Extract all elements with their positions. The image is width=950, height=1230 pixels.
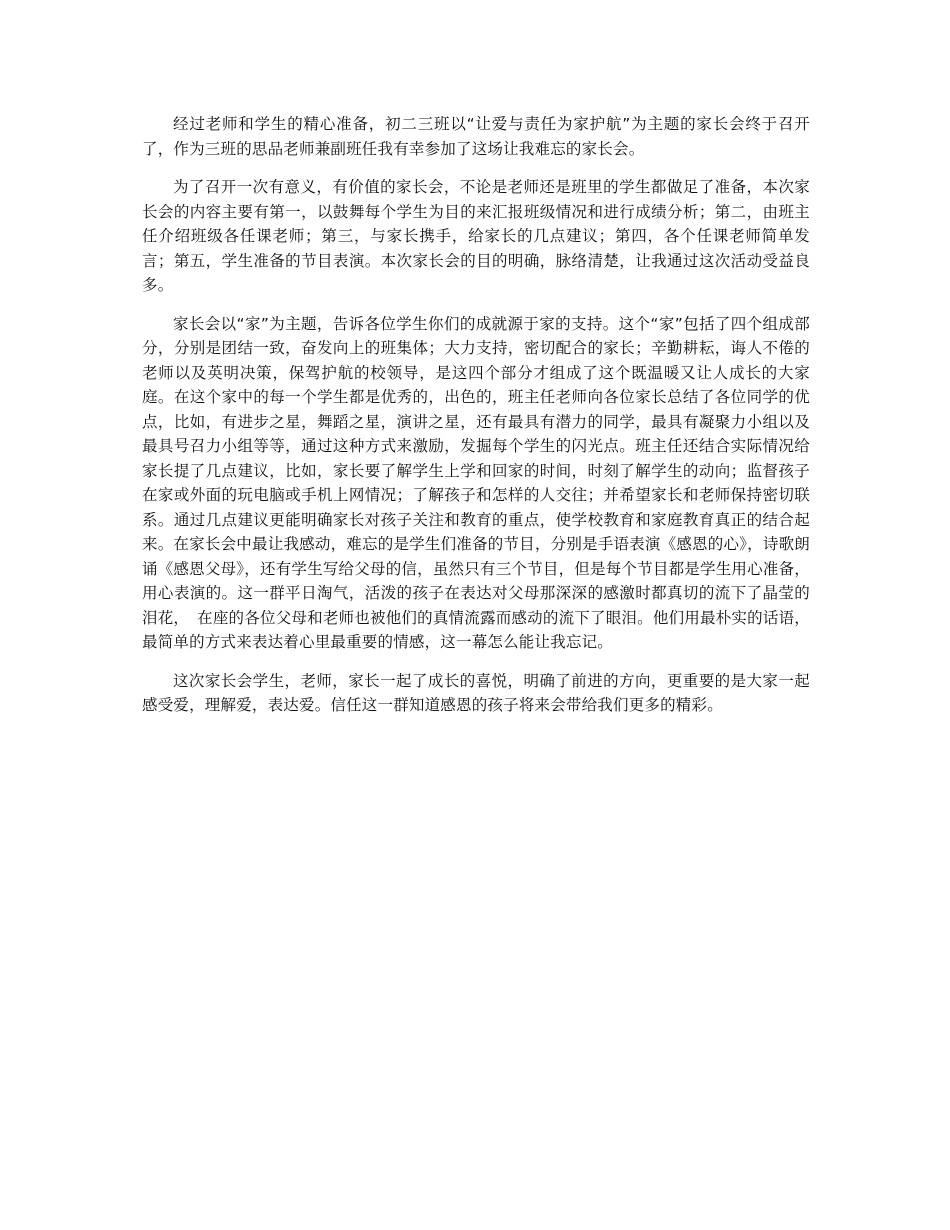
document-body: [142, 112, 810, 732]
paragraph-3: 家长会以“家”为主题，告诉各位学生你们的成就源于家的支持。这个“家”包括了四个组成部分，分别是团结一致，奋发向上的班集体；大力支持，密切配合的家长；辛勤耕耘，诲人不倦的老师以及英明决策，保驾护航的校领导，是这四个部分才组成了这个既温暖又让人成长的大家庭。在这个家中的每一个学生都是优秀的，出色的，班主任老师向各位家长总结了各位同学的优点，比如，有进步之星，舞蹈之星，演讲之星，还有最具有潜力的同学，最具有凝聚力小组以及最具号召力小组等等，通过这种方式来激励，发掘每个学生的闪光点。班主任还结合实际情况给家长提了几点建议，比如，家长要了解学生上学和回家的时间，时刻了解学生的动向；监督孩子在家或外面的玩电脑或手机上网情况；了解孩子和怎样的人交往；并希望家长和老师保持密切联系。通过几点建议更能明确家长对孩子关注和教育的重点，使学校教育和家庭教育真正的结合起来。在家长会中最让我感动，难忘的是学生们准备的节目，分别是手语表演《感恩的心》，诗歌朗诵《感恩父母》，还有学生写给父母的信，虽然只有三个节目，但是每个节目都是学生用心准备，用心表演的。这一群平日淘气，活泼的孩子在表达对父母那深深的感激时都真切的流下了晶莹的泪花， 在座的各位父母和老师也被他们的真情流露而感动的流下了眼泪。他们用最朴实的话语，最简单的方式来表达着心里最重要的情感，这一幕怎么能让我忘记。: [142, 314, 810, 651]
paragraph-1: 经过老师和学生的精心准备，初二三班以“让爱与责任为家护航”为主题的家长会终于召开了，作为三班的思品老师兼副班任我有幸参加了这场让我难忘的家长会。: [142, 115, 810, 158]
paragraph-4: 这次家长会学生，老师，家长一起了成长的喜悦，明确了前进的方向，更重要的是大家一起感受爱，理解爱，表达爱。信任这一群知道感恩的孩子将来会带给我们更多的精彩。: [142, 671, 810, 714]
paragraph-2: 为了召开一次有意义，有价值的家长会，不论是老师还是班里的学生都做足了准备，本次家长会的内容主要有第一，以鼓舞每个学生为目的来汇报班级情况和进行成绩分析；第二，由班主任介绍班级各任课老师；第三，与家长携手，给家长的几点建议；第四，各个任课老师简单发言；第五，学生准备的节目表演。本次家长会的目的明确，脉络清楚，让我通过这次活动受益良多。: [142, 178, 810, 294]
